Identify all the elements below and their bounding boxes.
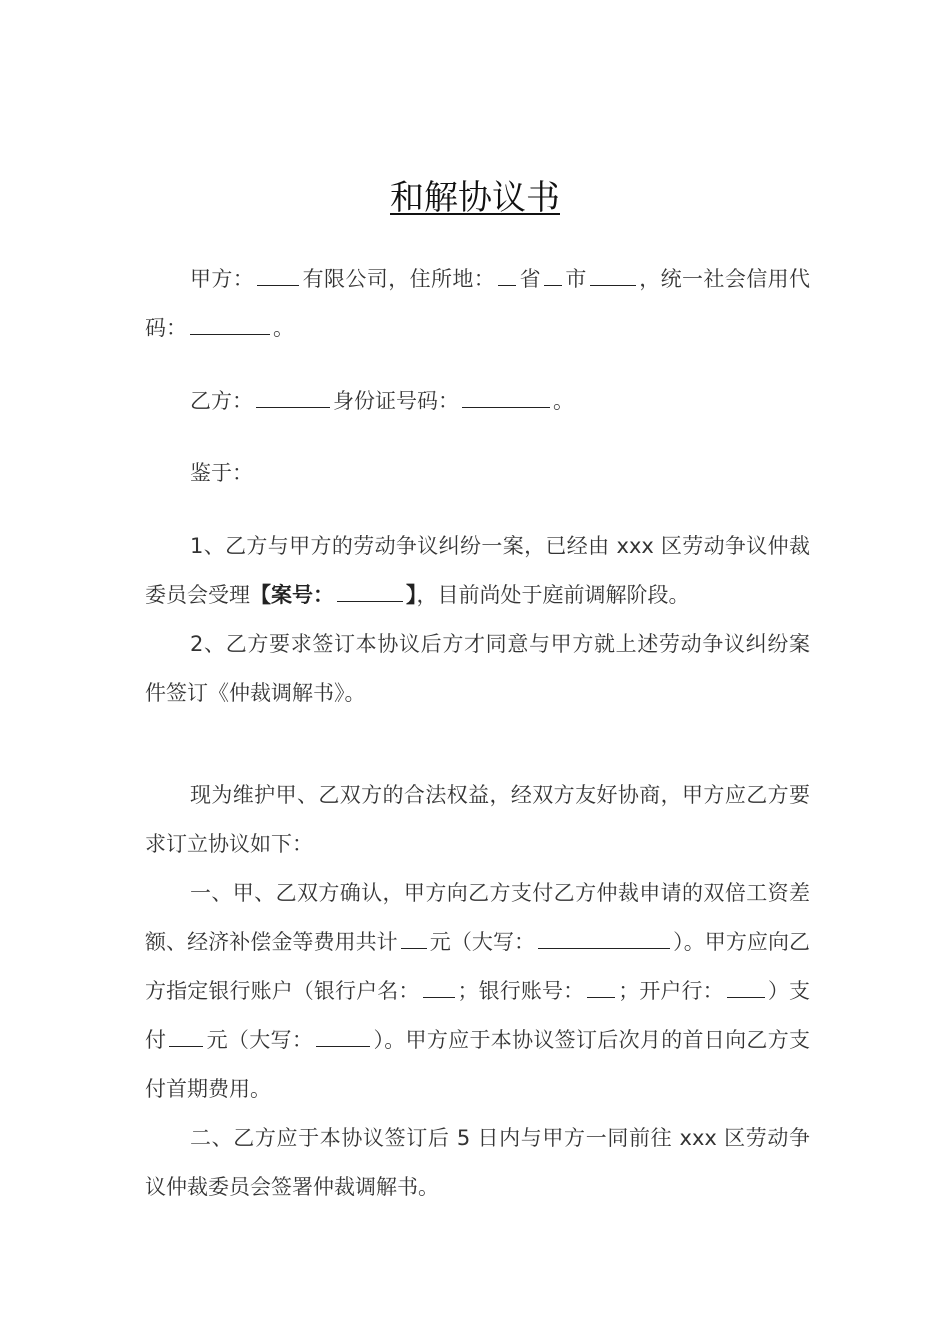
whereas-item-2: 2、乙方要求签订本协议后方才同意与甲方就上述劳动争议纠纷案件签订《仲裁调解书》。 bbox=[145, 632, 810, 705]
party-b-name-blank[interactable] bbox=[256, 389, 330, 408]
preamble-section bbox=[145, 771, 810, 869]
whereas-items bbox=[145, 522, 810, 718]
document-title bbox=[0, 176, 950, 220]
bank-name-blank[interactable] bbox=[727, 979, 765, 998]
clause-1: 一、甲、乙双方确认，甲方向乙方支付乙方仲裁申请的双倍工资差额、经济补偿金等费用共计 元（大写： ）。甲方应向乙方指定银行账户（银行户名： ；银行账号： ；开户行： ）支付 元（大写： ）。甲方应于本协议签订后次月的首日向乙方支付首期费用。 bbox=[145, 881, 811, 1101]
party-b-paragraph: 乙方： 身份证号码： 。 bbox=[190, 389, 574, 413]
clause-2: 二、乙方应于本协议签订后 5 日内与甲方一同前往 xxx 区劳动争议仲裁委员会签署仲裁调解书。 bbox=[145, 1126, 810, 1199]
province-blank[interactable] bbox=[498, 267, 516, 286]
payment-amount-blank[interactable] bbox=[169, 1028, 203, 1047]
total-amount-blank[interactable] bbox=[401, 930, 427, 949]
title-text: 和解协议书 bbox=[390, 178, 560, 218]
party-a-section bbox=[145, 255, 810, 353]
payment-amount-words-blank[interactable] bbox=[316, 1028, 370, 1047]
city-blank[interactable] bbox=[544, 267, 562, 286]
whereas-section bbox=[145, 449, 810, 498]
id-number-blank[interactable] bbox=[462, 389, 550, 408]
address-blank[interactable] bbox=[590, 267, 636, 286]
company-name-blank[interactable] bbox=[257, 267, 299, 286]
case-number-blank[interactable] bbox=[337, 583, 403, 602]
account-number-blank[interactable] bbox=[587, 979, 615, 998]
account-name-blank[interactable] bbox=[423, 979, 455, 998]
total-amount-words-blank[interactable] bbox=[538, 930, 670, 949]
party-a-paragraph: 甲方： 有限公司，住所地： 省 市 ，统一社会信用代码： 。 bbox=[145, 267, 811, 340]
party-b-section bbox=[145, 377, 810, 426]
whereas-item-1: 1、乙方与甲方的劳动争议纠纷一案，已经由 xxx 区劳动争议仲裁委员会受理【案号： 】，目前尚处于庭前调解阶段。 bbox=[145, 534, 810, 607]
whereas-heading: 鉴于： bbox=[190, 461, 253, 485]
preamble-paragraph: 现为维护甲、乙双方的合法权益，经双方友好协商，甲方应乙方要求订立协议如下： bbox=[145, 783, 810, 856]
clauses-section bbox=[145, 869, 810, 1212]
credit-code-blank[interactable] bbox=[190, 316, 270, 335]
